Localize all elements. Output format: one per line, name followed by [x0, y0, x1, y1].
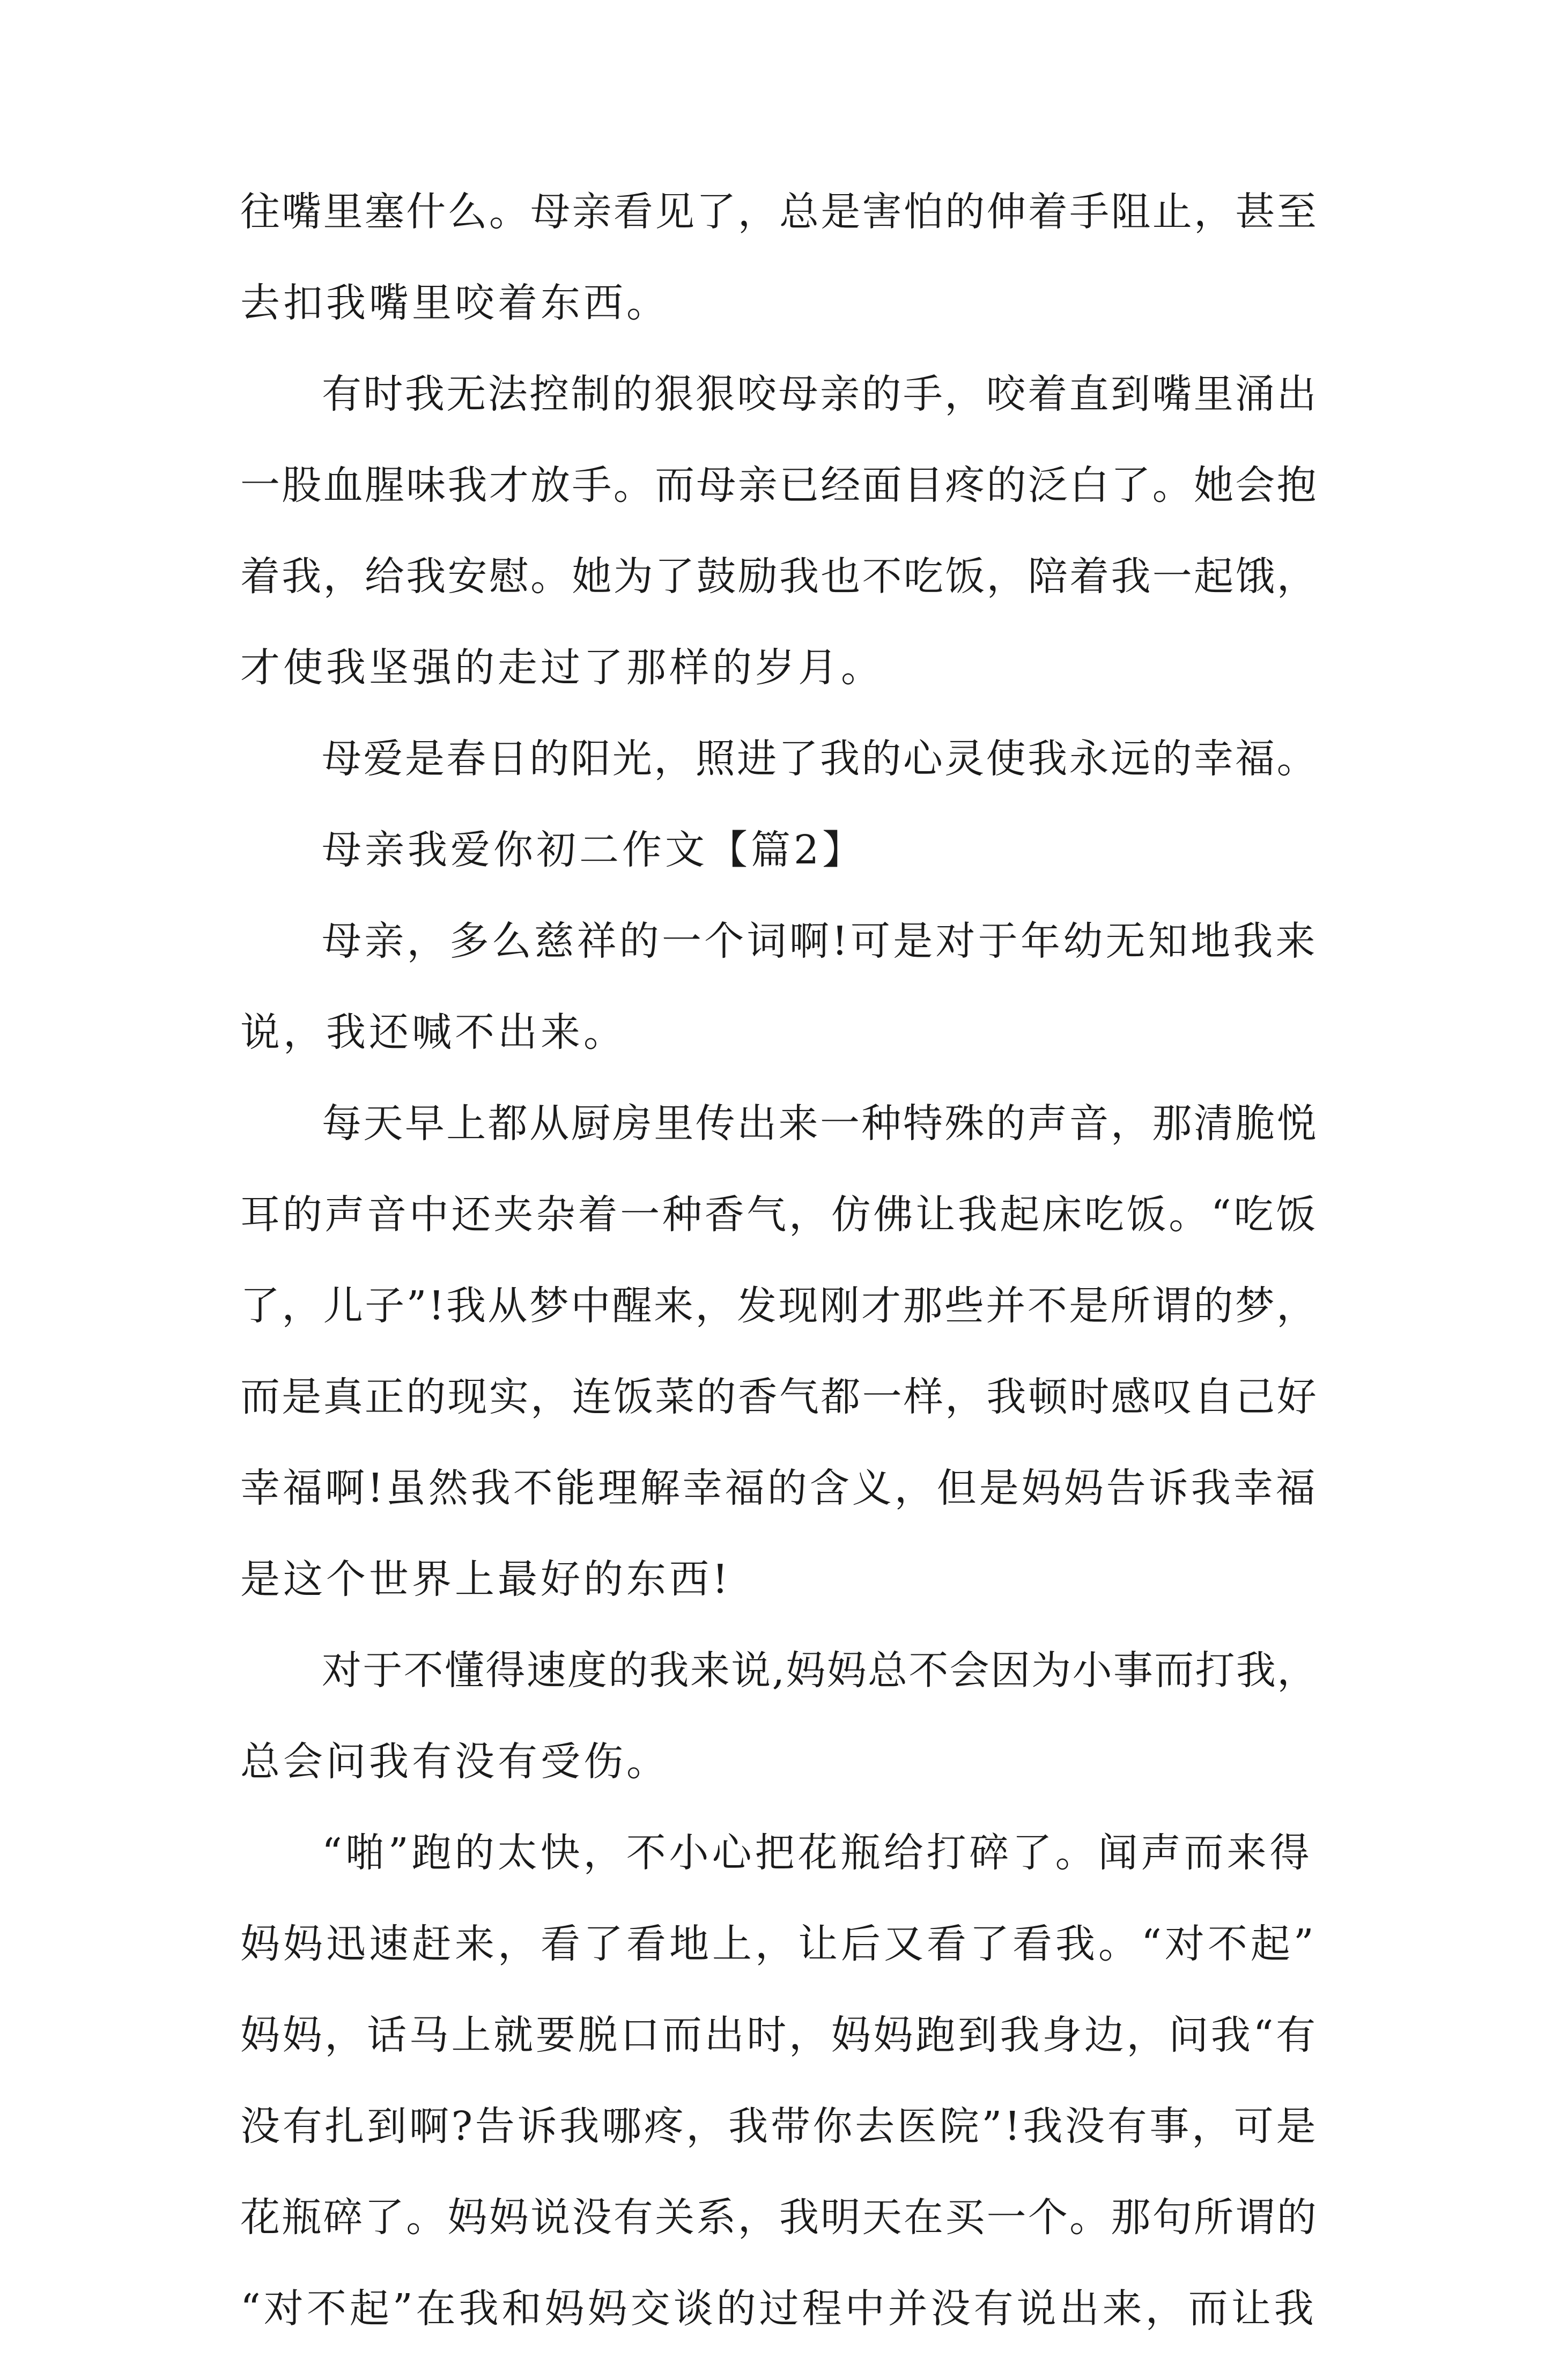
text-line: “对不起”在我和妈妈交谈的过程中并没有说出来，而让我: [240, 2286, 1317, 2332]
text-line: 没有扎到啊?告诉我哪疼，我带你去医院”!我没有事，可是: [240, 2103, 1319, 2149]
text-line: 每天早上都从厨房里传出来一种特殊的声音，那清脆悦: [322, 1100, 1318, 1147]
text-line: 着我，给我安慰。她为了鼓励我也不吃饭，陪着我一起饿，: [240, 553, 1318, 600]
text-line: 母亲，多么慈祥的一个词啊!可是对于年幼无知地我来: [322, 918, 1318, 964]
body-text: [240, 189, 1319, 2380]
text-line: 一股血腥味我才放手。而母亲已经面目疼的泛白了。她会抱: [240, 462, 1318, 508]
text-line: 花瓶碎了。妈妈说没有关系，我明天在买一个。那句所谓的: [240, 2194, 1318, 2241]
text-line: 去扣我嘴里咬着东西。: [240, 280, 669, 326]
text-line: “啪”跑的太快，不小心把花瓶给打碎了。闻声而来得: [322, 1830, 1313, 1876]
text-line: 耳的声音中还夹杂着一种香气，仿佛让我起床吃饭。“吃饭: [240, 1192, 1318, 1238]
text-line: 母爱是春日的阳光，照进了我的心灵使我永远的幸福。: [322, 736, 1318, 782]
text-line: 妈妈，话马上就要脱口而出时，妈妈跑到我身边，问我“有: [240, 2012, 1318, 2058]
text-line: 幸福啊!虽然我不能理解幸福的含义，但是妈妈告诉我幸福: [240, 1465, 1318, 1511]
text-line: 总会问我有没有受伤。: [240, 1739, 669, 1785]
text-line: 往嘴里塞什么。母亲看见了，总是害怕的伸着手阻止，甚至: [240, 189, 1318, 235]
text-line: 而是真正的现实，连饭菜的香气都一样，我顿时感叹自己好: [240, 1374, 1318, 1420]
text-line: 是这个世界上最好的东西!: [240, 1556, 731, 1602]
text-line: 母亲我爱你初二作文【篇2】: [322, 827, 866, 873]
text-line: 说，我还喊不出来。: [240, 1009, 626, 1055]
text-line: 了，儿子”!我从梦中醒来，发现刚才那些并不是所谓的梦，: [240, 1283, 1318, 1329]
text-line: 有时我无法控制的狠狠咬母亲的手，咬着直到嘴里涌出: [322, 371, 1318, 417]
text-line: 才使我坚强的走过了那样的岁月。: [240, 645, 884, 691]
text-line: 对于不懂得速度的我来说,妈妈总不会因为小事而打我，: [322, 1647, 1318, 1694]
text-line: 妈妈迅速赶来，看了看地上，让后又看了看我。“对不起”: [240, 1921, 1317, 1967]
